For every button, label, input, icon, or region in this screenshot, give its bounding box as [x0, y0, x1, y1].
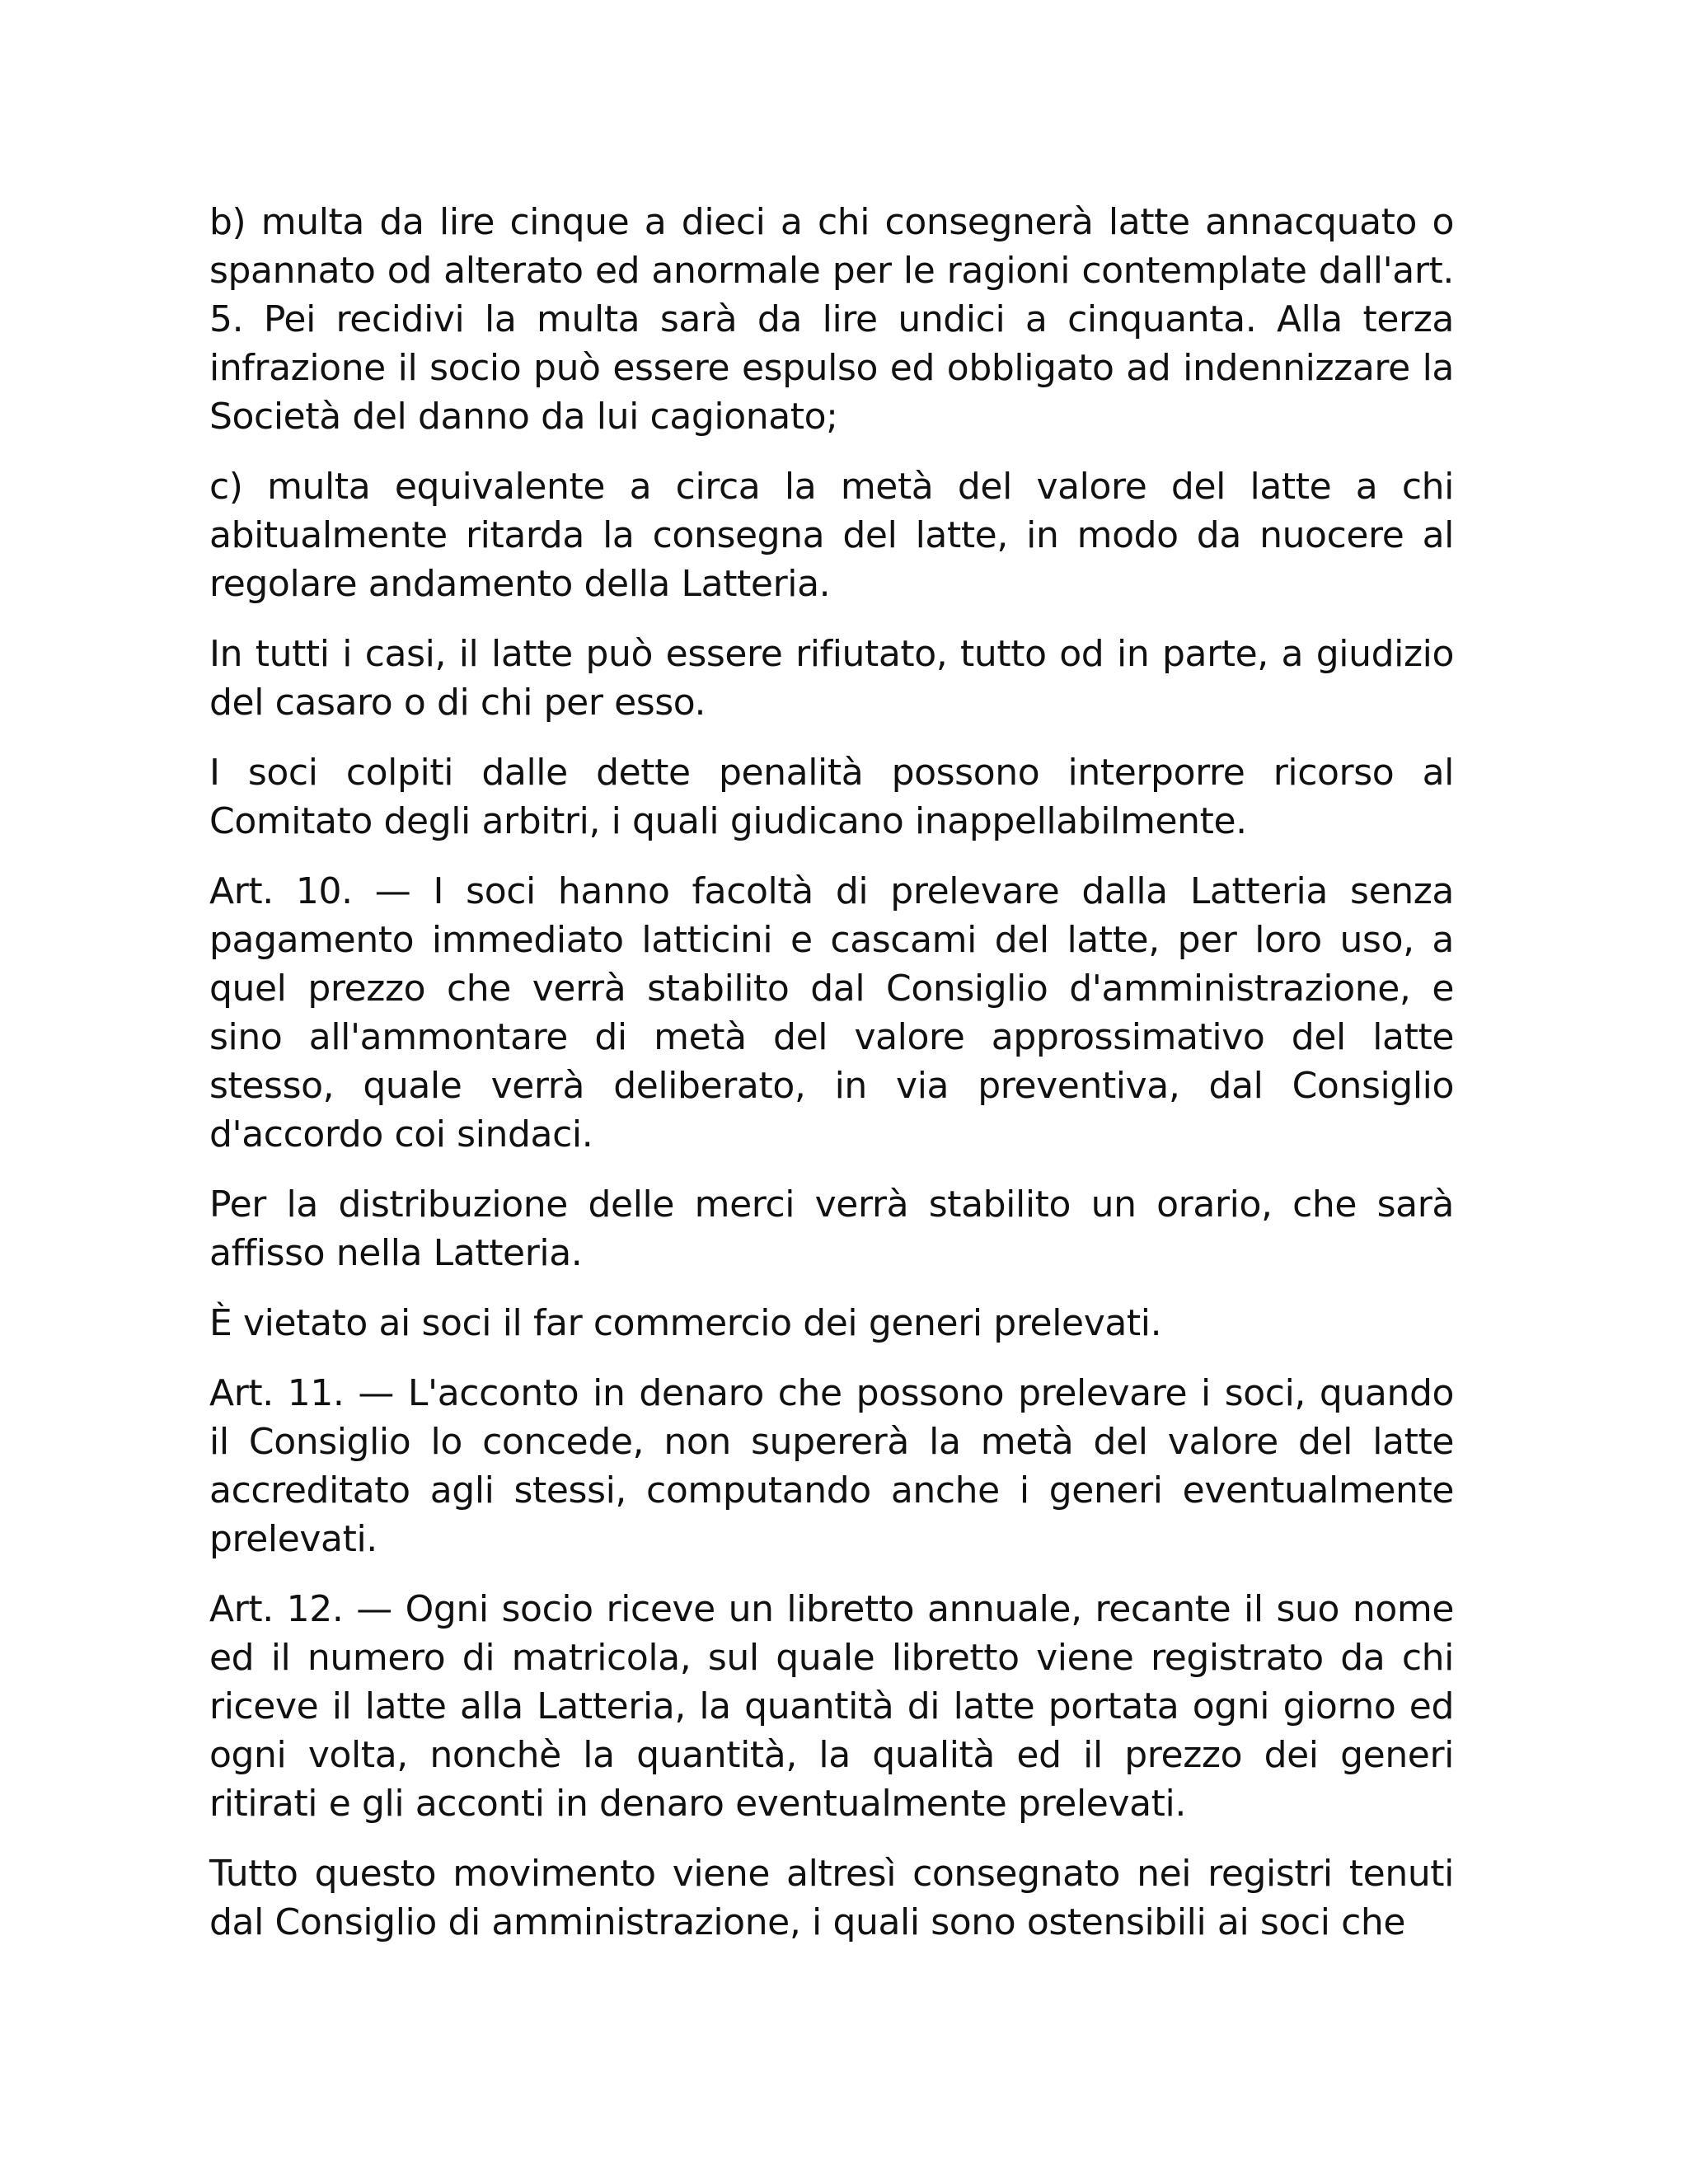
document-body	[209, 198, 1454, 1947]
paragraph-multa-b: b) multa da lire cinque a dieci a chi consegnerà latte annacquato o spannato od alterato ed anormale per le ragioni contemplate dall'art. 5. Pei recidivi la multa sarà da lire undici a cinquanta. Alla terza infrazione il socio può essere espulso ed obbligato ad indennizzare la Società del danno da lui cagionato;	[209, 201, 1454, 438]
paragraph-art-11: Art. 11. — L'acconto in denaro che possono prelevare i soci, quando il Consiglio lo concede, non supererà la metà del valore del latte accreditato agli stessi, computando anche i generi eventualmente prelevati.	[209, 1372, 1454, 1560]
paragraph-multa-c: c) multa equivalente a circa la metà del valore del latte a chi abitualmente ritarda la consegna del latte, in modo da nuocere al regolare andamento della Latteria.	[209, 466, 1454, 605]
paragraph-rifiuto-latte: In tutti i casi, il latte può essere rifiutato, tutto od in parte, a giudizio del casaro o di chi per esso.	[209, 633, 1454, 724]
paragraph-art-12: Art. 12. — Ogni socio riceve un libretto annuale, recante il suo nome ed il numero di matricola, sul quale libretto viene registrato da chi riceve il latte alla Latteria, la quantità di latte portata ogni giorno ed ogni volta, nonchè la quantità, la qualità ed il prezzo dei generi ritirati e gli acconti in denaro eventualmente prelevati.	[209, 1588, 1454, 1825]
paragraph-orario: Per la distribuzione delle merci verrà stabilito un orario, che sarà affisso nella Latteria.	[209, 1183, 1454, 1274]
paragraph-art-10: Art. 10. — I soci hanno facoltà di prelevare dalla Latteria senza pagamento immediato latticini e cascami del latte, per loro uso, a quel prezzo che verrà stabilito dal Consiglio d'amministrazione, e sino all'ammontare di metà del valore approssimativo del latte stesso, quale verrà deliberato, in via preventiva, dal Consiglio d'accordo coi sindaci.	[209, 870, 1454, 1155]
paragraph-registri: Tutto questo movimento viene altresì consegnato nei registri tenuti dal Consiglio di amministrazione, i quali sono ostensibili ai soci che	[209, 1853, 1454, 1943]
paragraph-divieto-commercio: È vietato ai soci il far commercio dei generi prelevati.	[209, 1302, 1162, 1344]
paragraph-ricorso: I soci colpiti dalle dette penalità possono interporre ricorso al Comitato degli arbitri, i quali giudicano inappellabilmente.	[209, 752, 1454, 842]
